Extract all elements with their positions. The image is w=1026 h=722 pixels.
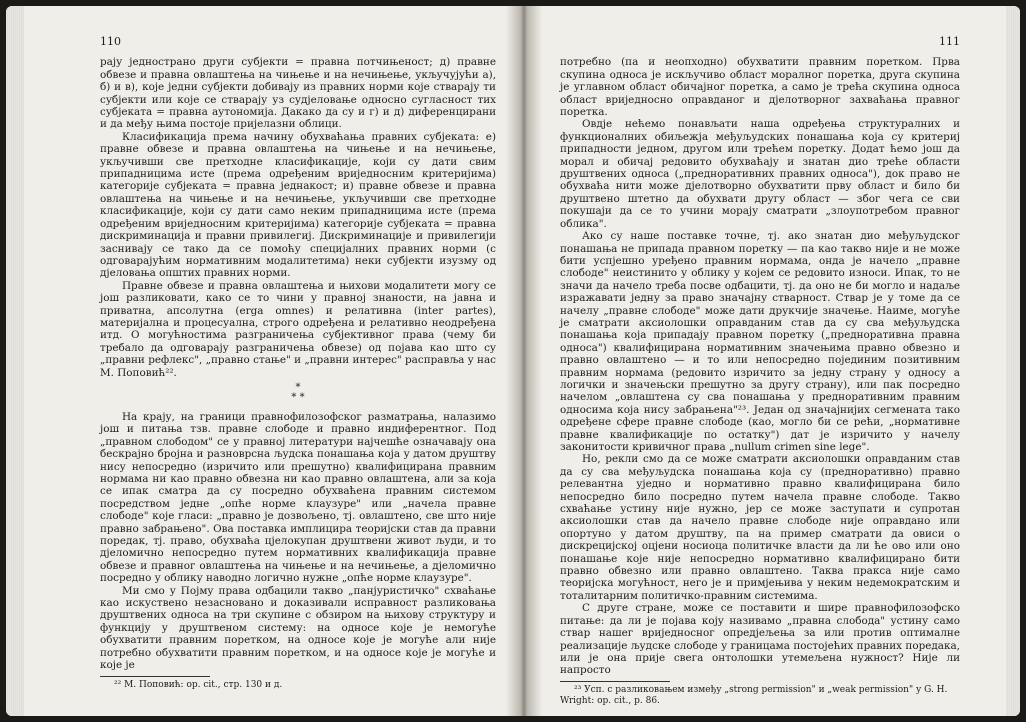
section-separator: * * * [291, 381, 305, 403]
paragraph: Ако су наше поставке точне, тј. ако знатан дио међуљудског понашања не припада правном поретку — па као такво није и не може бити успјешно уређено правним нормама, онда је начело „правне слободе" неистинито у облику у којем се редовито износи. Ипак, то не значи да начело треба посве одбацити, тј. да оно не би могло и надаље изражавати једну за право значајну стварност. Ствар је у томе да се начелу „правне слободе" може дати друкчије значење. Наиме, могуће је сматрати аксиолошки оправданим став да су сва међуљудска понашања која припадају правном поретку („предноративна правна односа") квалифицирана нормативним значењима правно обвезно и правно овлаштено — и то или непосредно појединим позитивним правним нормама (редовито изричито за једну страну у односу а логички и значењски прешутно за другу страну), или пак посредно начелом „овлаштена су сва понашања у предноративним правним односима која нису забрањена"²³. Један од значајнијих сегмената тако одређене сфере правне слободе (као, могло би се рећи, „нормативне правне квалификације по остатку") дат је изричито у начелу законитости кривичног права „nullum crimen sine lege". [560, 230, 960, 453]
paragraph: потребно (па и неопходно) обухватити правним поретком. Прва скупина односа је искључиво област моралног поретка, друга скупина је углавном област обичајног поретка, а само је трећа скупина односа област вриједносно оправданог и дјелотворног захваћања правног поретка. [560, 56, 960, 119]
paragraph: Но, рекли смо да се може сматрати аксиолошки оправданим став да су сва међуљудска понашања која су (предноративно) правно релевантна уједно и нормативно правно квалифицирана било непосредно било посредно путем начела правне слободе. Такво схваћање устину није нужно, јер се може заступати и супротан аксиолошки став да начело правне слободе није оправдано или опортуно у датом друштву, па на пример сматрати да овиси о дискрецијској оцјени носиоца политичке власти да ли ће ово или оно понашање које није непосредно нормативно квалифицирано бити правно обвезно или правно овлаштено. Таква пракса није само теоријска могућност, него је и примјењива у неким недемократским и тоталитарним политичко-правним системима. [560, 453, 960, 602]
page-edges-left [6, 6, 24, 716]
page-number: 111 [939, 35, 960, 48]
page-number: 110 [100, 35, 121, 48]
page-edges-right [1006, 6, 1020, 716]
paragraph: Класификација према начину обухваћања правних субјеката: е) правне обвезе и правна овлаштења на чињење и на нечињење, укључивши све претходне класификације, који су дати свим припадницима исте (према одређеним вриједносним критеријима) категорије субјеката = правна једнакост; и) правне обвезе и правна овлаштења на чињење и на нечињење, укључивши све претходне класификације, који су дати само неким припадницима исте (према одређеним вриједносним критеријима) категорије субјеката = правна дискриминација и правни привилегиј. Дискриминације и привилегији заснивају се тако да се помоћу специјалних правних норми (с одговарајућим нормативним модалитетима) неки субјекти изузму од дјеловања општих правних норми. [100, 130, 496, 280]
left-page [100, 36, 496, 691]
right-page [560, 36, 960, 707]
paragraph: Овдје нећемо понављати наша одређења структуралних и функционалних обиљежја међуљудских понашања која су критериј припадности једном, другом или трећем поретку. Додат ћемо још да морал и обичај редовито обухваћају и знатан дио треће области друштвених односа („предноративних правних односа"), док право не обухваћа нити може дјелотворно обухватити прву област и било би друштвено штетно да обухвати другу област — због чега се сви покушаји да се то учини морају сматрати „злоупотребом правног облика". [560, 118, 960, 230]
footnote-rule [560, 681, 670, 682]
paragraph: На крају, на граници правнофилозофског разматрања, налазимо још и питања тзв. правне слободе и правно индиферентног. Под „правном слободом" се у правној литератури најчешће означавају она бескрајно бројна и разноврсна људска понашања која у датом друштву нису непосредно (изричито или прешутно) квалифицирана правним нормама ни као правно обвезна ни као правно овлаштена, али за која се ипак сматра да су посредно обухваћена правним системом посредством једне „опће норме клаузуре" или „начела правне слободе" које гласи: „правно је дозвољено, тј. овлаштено, све што није правно забрањено". Ова поставка имплицира теоријски став да правни поредак, тј. право, обухваћа цјелокупан друштвени живот људи, и то дјеломично непосредно путем нормативних квалификација правне обвезе и правног овлаштења на чињење и на нечињење, а дјеломично посредно у облику наводно логично нужне „опће норме клаузуре". [100, 410, 496, 585]
footnote: ²³ Усп. с разликовањем између „strong permission" и „weak permission" у G. H. Wright: op. cit., p. 86. [560, 684, 948, 706]
footnote: ²² М. Поповић: op. cit., стр. 130 и д. [114, 679, 283, 690]
book-gutter [506, 6, 542, 716]
paragraph: Правне обвезе и правна овлаштења и њихови модалитети могу се још разликовати, како се то чини у правној знаности, на јавна и приватна, апсолутна (erga omnes) и релативна (inter partes), материјална и процесуална, строго одређена и релативно неодређена итд. О могућностима разграничења субјективног права (чему би требало да одговарају разграничења обвезе) од појава као што су „правни рефлекс", „правно стање" и „правни интерес" расправља у нас М. Поповић²². [100, 279, 496, 379]
paragraph: С друге стране, може се поставити и шире правнофилозофско питање: да ли је појава коју називамо „правна слобода" устину само ствар нашег вриједносног опредјељења за или против оптималне реализације људске слободе у границама постојећих правних поредака, или је она прије свега онтолошки утемељена нужност? Није ли напросто [560, 602, 960, 677]
paragraph: рају једнострано други субјекти = правна потчињеност; д) правне обвезе и правна овлаштења на чињење и на нечињење, укључујући а), б) и в), које једни субјекти добивају из правних норми које стварају ти субјекти или које се стварају уз судјеловање односно сугласност тих субјеката = правна аутономија. Дакако да су и г) и д) диференцирани и да међу њима постоје пријелазни облици. [100, 56, 496, 131]
paragraph: Ми смо у Појму права одбацили такво „панјуристичко" схваћање као искуствено незасновано и доказивали исправност разликовања друштвених односа на три скупине с обзиром на њихову структуру и функцију у друштвеном систему: на односе које је немогуће обухватити правним поретком, на односе које је могуће али није потребно обухватити правним поретком, и на односе које је могуће и које је [100, 584, 496, 672]
footnote-rule [100, 676, 210, 677]
